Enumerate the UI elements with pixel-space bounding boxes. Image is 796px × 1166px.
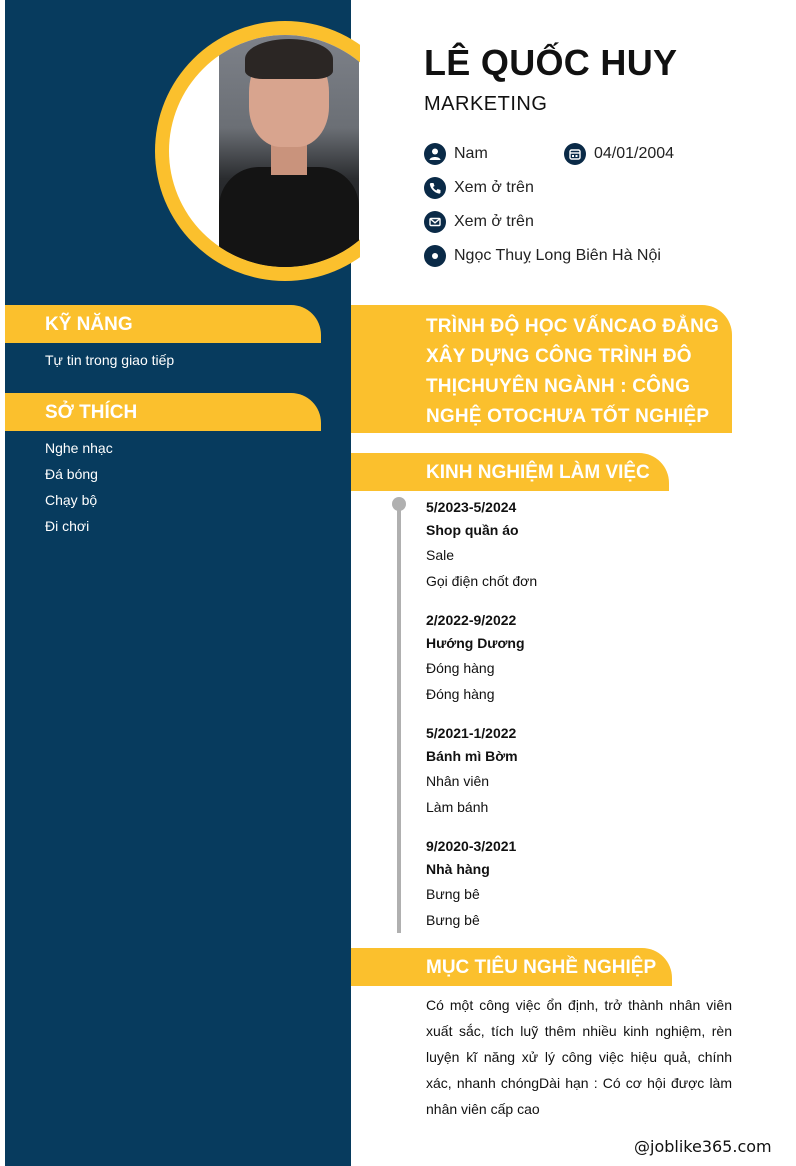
gender-value: Nam — [454, 145, 488, 162]
phone-icon — [424, 177, 446, 199]
experience-desc: Làm bánh — [426, 799, 489, 815]
profile-photo — [219, 35, 359, 267]
hobbies-heading: SỞ THÍCH — [5, 393, 321, 431]
experience-role: Sale — [426, 547, 455, 563]
hobby-item: Chạy bộ — [45, 492, 98, 508]
birthday-row — [564, 143, 674, 165]
experience-period: 2/2022-9/2022 — [426, 612, 517, 628]
experience-period: 5/2023-5/2024 — [426, 499, 517, 515]
experience-desc: Gọi điện chốt đơn — [426, 573, 538, 589]
experience-item — [426, 612, 525, 702]
objective-heading: MỤC TIÊU NGHỀ NGHIỆP — [351, 948, 672, 986]
hobby-item: Nghe nhạc — [45, 440, 113, 456]
experience-item — [426, 499, 538, 589]
experience-role: Nhân viên — [426, 773, 490, 789]
birthday-value: 04/01/2004 — [594, 145, 675, 162]
candidate-position: MARKETING — [424, 93, 548, 115]
skill-item: Tự tin trong giao tiếp — [45, 352, 175, 368]
location-pin-icon — [424, 245, 446, 267]
phone-value: Xem ở trên — [454, 179, 534, 196]
user-icon — [424, 143, 446, 165]
objective-text: Có một công việc ổn định, trở thành nhân viên xuất sắc, tích luỹ thêm nhiều kinh nghiệm, rèn luyện kĩ năng xử lý công việc hiệu quả, chính xác, nhanh chóngDài hạn : Có cơ hội được làm nhân viên cấp cao — [426, 997, 732, 1117]
gender-row — [424, 143, 488, 165]
phone-row — [424, 177, 534, 199]
experience-role: Bưng bê — [426, 886, 480, 902]
mail-icon — [424, 211, 446, 233]
experience-company: Shop quần áo — [426, 522, 519, 538]
timeline-line — [397, 503, 401, 933]
experience-item — [426, 838, 517, 928]
experience-desc: Đóng hàng — [426, 686, 495, 702]
hobby-item: Đá bóng — [45, 466, 98, 482]
experience-company: Nhà hàng — [426, 861, 490, 877]
skills-heading: KỸ NĂNG — [5, 305, 321, 343]
footer-brand: @joblike365.com — [634, 1137, 772, 1156]
experience-desc: Bưng bê — [426, 912, 480, 928]
experience-heading: KINH NGHIỆM LÀM VIỆC — [351, 453, 669, 491]
experience-period: 5/2021-1/2022 — [426, 725, 517, 741]
hobby-item: Đi chơi — [45, 518, 90, 534]
photo-crop-edge — [360, 0, 420, 300]
experience-company: Hướng Dương — [426, 635, 525, 651]
education-text: TRÌNH ĐỘ HỌC VẤNCAO ĐẲNG XÂY DỰNG CÔNG TRÌNH ĐÔ THỊCHUYÊN NGÀNH : CÔNG NGHỆ OTOCHƯA TỐT NGHIỆP — [426, 316, 719, 427]
address-row — [424, 245, 661, 267]
timeline-dot — [392, 497, 406, 511]
experience-company: Bánh mì Bờm — [426, 748, 518, 764]
candidate-name: LÊ QUỐC HUY — [424, 42, 678, 83]
email-row — [424, 211, 534, 233]
experience-period: 9/2020-3/2021 — [426, 838, 517, 854]
email-value: Xem ở trên — [454, 213, 534, 230]
address-value: Ngọc Thuỵ Long Biên Hà Nội — [454, 247, 661, 264]
calendar-icon — [564, 143, 586, 165]
experience-role: Đóng hàng — [426, 660, 495, 676]
experience-item — [426, 725, 518, 815]
